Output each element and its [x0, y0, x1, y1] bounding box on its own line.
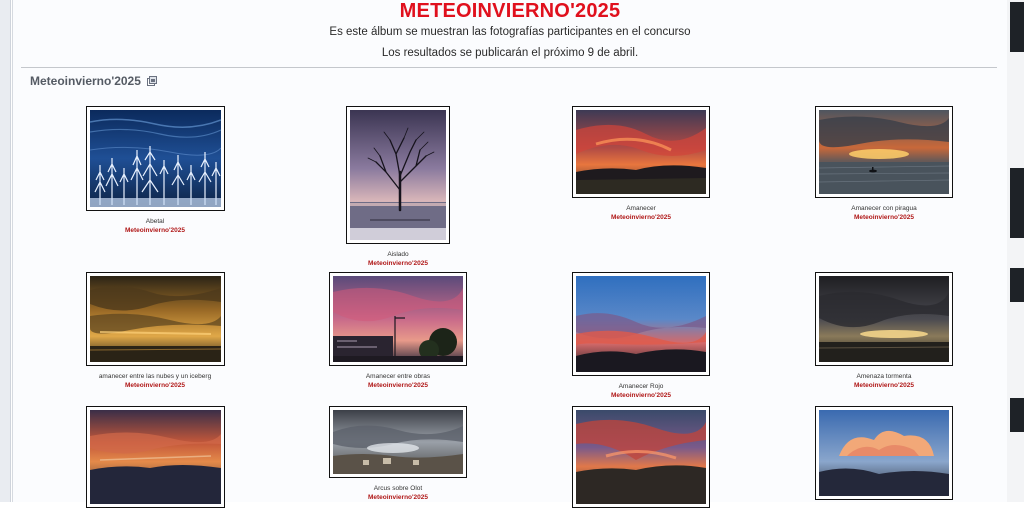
photo-caption: Amanecer con piragua: [851, 205, 917, 212]
page-subtitle: Es este álbum se muestran las fotografías participantes en el concurso: [329, 26, 691, 38]
photo-album-link[interactable]: [523, 523, 759, 532]
photo-caption: Arcus sobre Olot: [373, 485, 423, 492]
photo-card: [766, 106, 1002, 222]
photo-caption: Abetal: [145, 218, 165, 225]
photo-caption: [523, 515, 759, 523]
side-tab[interactable]: [1010, 268, 1024, 302]
photo-caption: Amanecer: [626, 205, 656, 212]
side-tab[interactable]: [1010, 398, 1024, 432]
photo-album-link[interactable]: Meteoinvierno'2025: [124, 227, 186, 234]
photo-caption: [766, 507, 1002, 515]
browser-left-frame: [0, 0, 11, 502]
photo-caption: Amenaza tormenta: [856, 373, 912, 380]
photo-thumbnail-amanecer-entre-las-nubes[interactable]: [86, 272, 225, 366]
photo-thumbnail-amanecer-entre-obras[interactable]: [329, 272, 467, 366]
photo-thumbnail-aislado[interactable]: [346, 106, 450, 244]
photo-thumbnail-abetal[interactable]: [86, 106, 225, 211]
photo-thumbnail-amenaza-tormenta[interactable]: [815, 272, 953, 366]
photo-caption: Aislado: [387, 251, 409, 258]
photo-card: [280, 272, 516, 390]
photo-thumbnail[interactable]: [815, 406, 953, 500]
photo-album-link[interactable]: Meteoinvierno'2025: [367, 260, 429, 267]
photo-album-link[interactable]: Meteoinvierno'2025: [610, 214, 672, 221]
photo-card: [766, 406, 1002, 524]
photo-album-link[interactable]: Meteoinvierno'2025: [367, 382, 429, 389]
page-content: [12, 0, 1008, 502]
photo-thumbnail[interactable]: [86, 406, 225, 508]
photo-thumbnail-amanecer-rojo[interactable]: [572, 272, 710, 376]
photo-thumbnail[interactable]: [572, 406, 710, 508]
photo-card: [37, 406, 273, 532]
photo-thumbnail-amanecer[interactable]: [572, 106, 710, 198]
photo-album-link[interactable]: [766, 515, 1002, 524]
photo-album-link[interactable]: Meteoinvierno'2025: [853, 214, 915, 221]
photo-album-link[interactable]: Meteoinvierno'2025: [124, 382, 186, 389]
results-notice: Los resultados se publicarán el próximo 9 de abril.: [381, 47, 639, 59]
side-tab[interactable]: [1010, 2, 1024, 52]
photo-card: [37, 272, 273, 390]
photo-gallery: [13, 0, 1007, 502]
photo-card: [37, 106, 273, 235]
side-tab[interactable]: [1010, 168, 1024, 238]
photo-album-link[interactable]: Meteoinvierno'2025: [367, 494, 429, 501]
photo-card: [280, 106, 516, 268]
right-side-panel: [1007, 0, 1024, 502]
photo-card: [280, 406, 516, 502]
photo-caption: Amanecer entre obras: [365, 373, 431, 380]
photo-card: [523, 272, 759, 400]
page-title: METEOINVIERNO'2025: [399, 0, 621, 22]
photo-card: [523, 406, 759, 532]
photo-caption: amanecer entre las nubes y un iceberg: [98, 373, 212, 380]
photo-card: [766, 272, 1002, 390]
photo-thumbnail-amanecer-con-piragua[interactable]: [815, 106, 953, 198]
photo-card: [523, 106, 759, 222]
photo-caption: Amanecer Rojo: [618, 383, 664, 390]
photo-thumbnail-arcus-sobre-olot[interactable]: [329, 406, 467, 478]
photo-album-link[interactable]: Meteoinvierno'2025: [610, 392, 672, 399]
album-title[interactable]: Meteoinvierno'2025: [30, 74, 141, 88]
photo-album-link[interactable]: [37, 523, 273, 532]
photo-album-link[interactable]: Meteoinvierno'2025: [853, 382, 915, 389]
photo-caption: [37, 515, 273, 523]
